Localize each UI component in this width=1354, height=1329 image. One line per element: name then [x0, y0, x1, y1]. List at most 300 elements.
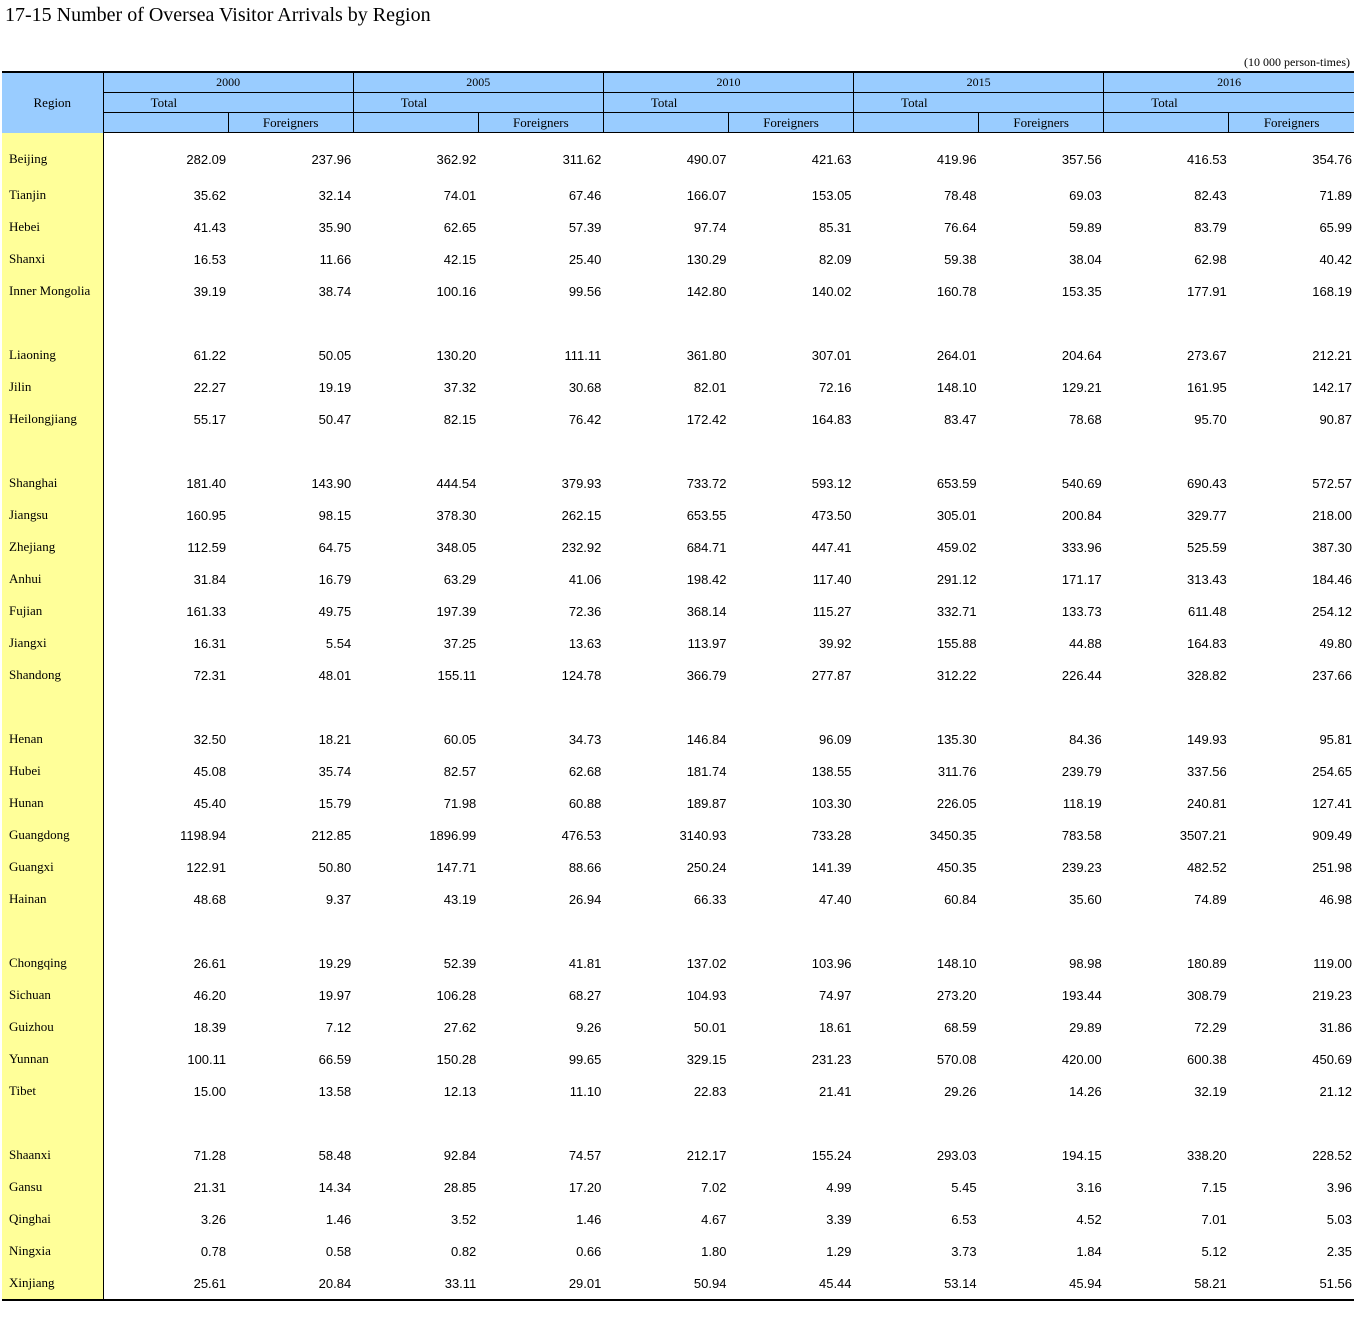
total-value-cell: 45.08 — [193, 763, 227, 779]
total-value-cell: 28.85 — [443, 1179, 477, 1195]
total-header: Total — [854, 93, 1104, 113]
total-value-cell: 37.32 — [443, 379, 477, 395]
foreigners-value-cell: 3.39 — [826, 1211, 852, 1227]
foreigners-value-cell: 18.21 — [318, 731, 352, 747]
total-value-cell: 53.14 — [854, 1267, 979, 1300]
foreigners-value-cell: 1.29 — [826, 1243, 852, 1259]
foreigners-value-cell: 11.10 — [569, 1083, 602, 1099]
foreigners-value-cell: 219.23 — [1312, 987, 1352, 1003]
total-header: Total — [603, 93, 853, 113]
table-row — [2, 659, 1354, 691]
region-table-container — [2, 71, 1354, 1301]
foreigners-value-cell: 733.28 — [811, 827, 852, 843]
foreigners-value-cell: 34.73 — [568, 731, 602, 747]
table-row — [2, 563, 1354, 595]
total-value-cell: 58.21 — [1104, 1267, 1229, 1300]
foreigners-value-cell: 7.12 — [325, 1019, 352, 1035]
total-value-cell: 338.20 — [1187, 1147, 1227, 1163]
foreigners-value-cell: 153.05 — [811, 187, 852, 203]
table-row — [2, 1075, 1354, 1107]
total-value-cell: 7.15 — [1201, 1179, 1227, 1195]
spacer-cell — [103, 1107, 1354, 1139]
foreigners-value-cell: 40.42 — [1319, 251, 1352, 267]
foreigners-value-cell: 118.19 — [1062, 795, 1102, 811]
foreigners-value-cell: 57.39 — [568, 219, 602, 235]
total-value-cell: 3140.93 — [679, 827, 727, 843]
total-value-cell: 150.28 — [436, 1051, 477, 1067]
total-value-cell: 419.96 — [936, 151, 977, 167]
foreigners-value-cell: 262.15 — [561, 507, 602, 523]
total-value-cell: 46.20 — [193, 987, 227, 1003]
foreigners-value-cell: 26.94 — [568, 891, 602, 907]
group-spacer-row — [2, 435, 1354, 467]
foreigners-value-cell: 41.81 — [568, 955, 602, 971]
total-value-cell: 160.95 — [186, 507, 227, 523]
total-value-cell: 5.12 — [1201, 1243, 1227, 1259]
total-value-cell: 3507.21 — [1179, 827, 1227, 843]
total-value-cell: 312.22 — [936, 667, 977, 683]
total-value-cell: 83.47 — [944, 411, 977, 427]
region-cell: Sichuan — [2, 979, 103, 1011]
foreigners-value-cell: 14.26 — [1069, 1083, 1102, 1099]
foreigners-value-cell: 783.58 — [1061, 827, 1102, 843]
table-row — [2, 883, 1354, 915]
table-row — [2, 211, 1354, 243]
group-spacer-row — [2, 1107, 1354, 1139]
foreigners-value-cell: 39.92 — [818, 635, 852, 651]
foreigners-value-cell: 909.49 — [1312, 827, 1352, 843]
foreigners-value-cell: 59.89 — [1069, 219, 1102, 235]
total-value-cell: 1.80 — [701, 1243, 727, 1259]
region-cell-empty — [2, 691, 103, 723]
foreigners-value-cell: 38.74 — [318, 283, 352, 299]
foreigners-value-cell: 1.84 — [1076, 1243, 1102, 1259]
total-value-cell: 146.84 — [686, 731, 727, 747]
table-row — [2, 723, 1354, 755]
region-cell: Shandong — [2, 659, 103, 691]
group-spacer-row — [2, 691, 1354, 723]
foreigners-value-cell: 540.69 — [1061, 475, 1102, 491]
total-value-cell: 181.74 — [686, 763, 727, 779]
region-cell: Tianjin — [2, 179, 103, 211]
total-value-cell: 0.78 — [200, 1243, 227, 1259]
total-value-cell: 177.91 — [1187, 283, 1227, 299]
foreigners-value-cell: 51.56 — [1229, 1267, 1354, 1300]
foreigners-value-cell: 65.99 — [1319, 219, 1352, 235]
table-header — [2, 72, 1354, 133]
total-value-cell: 12.13 — [443, 1083, 477, 1099]
foreigners-value-cell: 49.80 — [1319, 635, 1352, 651]
foreigners-value-cell: 96.09 — [818, 731, 852, 747]
total-value-cell: 250.24 — [686, 859, 727, 875]
total-value-cell: 61.22 — [193, 347, 227, 363]
total-value-cell: 684.71 — [686, 539, 727, 555]
foreigners-value-cell: 4.99 — [826, 1179, 852, 1195]
region-cell: Yunnan — [2, 1043, 103, 1075]
total-value-cell: 135.30 — [936, 731, 977, 747]
region-cell-empty — [2, 307, 103, 339]
year-header: 2000 — [103, 72, 353, 93]
foreigners-value-cell: 64.75 — [318, 539, 352, 555]
foreigners-value-cell: 48.01 — [318, 667, 352, 683]
region-cell: Guangxi — [2, 851, 103, 883]
total-value-cell: 27.62 — [443, 1019, 477, 1035]
total-value-cell: 653.59 — [936, 475, 977, 491]
total-value-cell: 366.79 — [686, 667, 727, 683]
table-row — [2, 1043, 1354, 1075]
total-value-cell: 240.81 — [1187, 795, 1227, 811]
total-value-cell: 68.59 — [944, 1019, 977, 1035]
foreigners-value-cell: 155.24 — [811, 1147, 852, 1163]
foreigners-value-cell: 88.66 — [568, 859, 602, 875]
total-value-cell: 1198.94 — [180, 827, 227, 843]
total-value-cell: 100.11 — [187, 1051, 227, 1067]
total-value-cell: 42.15 — [443, 251, 477, 267]
total-value-cell: 161.95 — [1187, 379, 1227, 395]
foreigners-value-cell: 143.90 — [311, 475, 352, 491]
total-value-cell: 59.38 — [944, 251, 977, 267]
group-spacer-row — [2, 307, 1354, 339]
total-value-cell: 78.48 — [944, 187, 977, 203]
region-cell: Hebei — [2, 211, 103, 243]
total-value-cell: 113.97 — [687, 635, 727, 651]
table-row — [2, 467, 1354, 499]
foreigners-value-cell: 47.40 — [818, 891, 852, 907]
total-value-cell: 273.67 — [1187, 347, 1227, 363]
foreigners-value-cell: 5.54 — [325, 635, 352, 651]
table-body — [2, 133, 1354, 1301]
foreigners-value-cell: 35.90 — [318, 219, 352, 235]
total-value-cell: 130.20 — [436, 347, 477, 363]
region-cell: Hubei — [2, 755, 103, 787]
foreigners-header: Foreigners — [228, 113, 353, 133]
visitor-arrivals-table — [2, 71, 1354, 1301]
region-cell-empty — [2, 1107, 103, 1139]
total-value-cell: 45.40 — [193, 795, 227, 811]
foreigners-value-cell: 450.69 — [1312, 1051, 1352, 1067]
foreigners-value-cell: 5.03 — [1326, 1211, 1352, 1227]
total-value-cell: 611.48 — [1187, 603, 1227, 619]
total-value-cell: 82.57 — [443, 763, 477, 779]
table-row — [2, 499, 1354, 531]
foreigners-value-cell: 1.46 — [325, 1211, 352, 1227]
foreigners-value-cell: 171.17 — [1061, 571, 1102, 587]
total-value-cell: 50.94 — [603, 1267, 728, 1300]
foreigners-value-cell: 76.42 — [568, 411, 602, 427]
table-row — [2, 275, 1354, 307]
total-value-cell: 0.82 — [450, 1243, 477, 1259]
total-value-cell: 33.11 — [353, 1267, 478, 1300]
region-cell: Jiangxi — [2, 627, 103, 659]
table-row — [2, 1171, 1354, 1203]
foreigners-value-cell: 45.94 — [979, 1267, 1104, 1300]
foreigners-value-cell: 31.86 — [1319, 1019, 1352, 1035]
page-title: 17-15 Number of Oversea Visitor Arrivals by Region — [5, 4, 431, 26]
total-value-cell: 337.56 — [1187, 763, 1227, 779]
table-row — [2, 787, 1354, 819]
region-cell: Anhui — [2, 563, 103, 595]
foreigners-value-cell: 3.16 — [1076, 1179, 1102, 1195]
foreigners-value-cell: 58.48 — [318, 1147, 352, 1163]
total-value-cell: 690.43 — [1187, 475, 1227, 491]
table-row — [2, 403, 1354, 435]
total-value-cell: 329.15 — [686, 1051, 727, 1067]
region-cell: Zhejiang — [2, 531, 103, 563]
foreigners-value-cell: 95.81 — [1319, 731, 1352, 747]
foreigners-value-cell: 421.63 — [811, 151, 852, 167]
total-value-cell: 100.16 — [436, 283, 477, 299]
total-value-cell: 82.43 — [1194, 187, 1227, 203]
foreigners-value-cell: 140.02 — [811, 283, 852, 299]
total-value-cell: 450.35 — [936, 859, 977, 875]
total-value-cell: 444.54 — [436, 475, 477, 491]
total-value-cell: 4.67 — [701, 1211, 727, 1227]
total-value-cell: 60.84 — [944, 891, 977, 907]
total-value-cell: 112.59 — [187, 539, 227, 555]
total-value-cell: 273.20 — [936, 987, 977, 1003]
foreigners-value-cell: 133.73 — [1061, 603, 1102, 619]
foreigners-value-cell: 194.15 — [1061, 1147, 1102, 1163]
table-row — [2, 979, 1354, 1011]
foreigners-value-cell: 239.79 — [1061, 763, 1102, 779]
total-value-cell: 212.17 — [686, 1147, 727, 1163]
header-foreigners-row — [2, 113, 1354, 133]
foreigners-value-cell: 226.44 — [1061, 667, 1102, 683]
foreigners-value-cell: 82.09 — [818, 251, 852, 267]
table-row — [2, 819, 1354, 851]
total-value-cell: 35.62 — [193, 187, 227, 203]
foreigners-value-cell: 19.97 — [318, 987, 352, 1003]
foreigners-value-cell: 237.66 — [1312, 667, 1352, 683]
foreigners-value-cell: 117.40 — [812, 571, 852, 587]
region-cell: Xinjiang — [2, 1267, 103, 1300]
total-value-cell: 82.15 — [443, 411, 477, 427]
foreigners-value-cell: 142.17 — [1312, 379, 1352, 395]
total-value-cell: 76.64 — [944, 219, 977, 235]
total-value-cell: 130.29 — [686, 251, 727, 267]
foreigners-value-cell: 38.04 — [1069, 251, 1102, 267]
total-value-cell: 29.26 — [944, 1083, 977, 1099]
foreigners-value-cell: 9.26 — [576, 1019, 602, 1035]
total-value-cell: 311.76 — [937, 763, 977, 779]
region-cell: Tibet — [2, 1075, 103, 1107]
foreigners-value-cell: 168.19 — [1312, 283, 1352, 299]
foreigners-value-cell: 85.31 — [818, 219, 852, 235]
total-value-cell: 490.07 — [686, 151, 727, 167]
year-header: 2016 — [1104, 72, 1354, 93]
foreigners-value-cell: 25.40 — [568, 251, 602, 267]
foreigners-value-cell: 74.97 — [818, 987, 852, 1003]
total-value-cell: 22.83 — [693, 1083, 727, 1099]
total-value-cell: 31.84 — [193, 571, 227, 587]
foreigners-value-cell: 16.79 — [318, 571, 352, 587]
total-value-cell: 180.89 — [1187, 955, 1227, 971]
total-value-cell: 95.70 — [1194, 411, 1227, 427]
total-value-cell: 63.29 — [443, 571, 477, 587]
total-value-cell: 7.01 — [1201, 1211, 1227, 1227]
total-value-cell: 198.42 — [686, 571, 727, 587]
table-row — [2, 627, 1354, 659]
region-cell: Fujian — [2, 595, 103, 627]
foreigners-value-cell: 21.41 — [818, 1083, 852, 1099]
region-cell: Shanghai — [2, 467, 103, 499]
foreigners-value-cell: 21.12 — [1319, 1083, 1352, 1099]
region-cell: Jilin — [2, 371, 103, 403]
group-spacer-row — [2, 915, 1354, 947]
total-value-cell: 62.98 — [1194, 251, 1227, 267]
total-value-cell: 92.84 — [443, 1147, 477, 1163]
total-value-cell: 148.10 — [936, 379, 977, 395]
foreigners-value-cell: 593.12 — [811, 475, 852, 491]
total-value-cell: 39.19 — [193, 283, 227, 299]
total-value-cell: 52.39 — [443, 955, 477, 971]
total-value-cell: 378.30 — [436, 507, 477, 523]
foreigners-value-cell: 9.37 — [325, 891, 352, 907]
table-row — [2, 1139, 1354, 1171]
header-year-row — [2, 72, 1354, 93]
total-value-cell: 653.55 — [686, 507, 727, 523]
total-value-cell: 226.05 — [936, 795, 977, 811]
total-value-cell: 83.79 — [1194, 219, 1227, 235]
total-value-cell: 328.82 — [1187, 667, 1227, 683]
foreigners-value-cell: 66.59 — [318, 1051, 352, 1067]
total-value-cell: 308.79 — [1187, 987, 1227, 1003]
foreigners-value-cell: 164.83 — [811, 411, 852, 427]
total-value-cell: 16.53 — [193, 251, 227, 267]
region-cell: Shanxi — [2, 243, 103, 275]
foreigners-value-cell: 4.52 — [1076, 1211, 1102, 1227]
table-row — [2, 1235, 1354, 1267]
foreigners-value-cell: 35.74 — [318, 763, 352, 779]
total-value-cell: 147.71 — [436, 859, 477, 875]
total-value-cell: 264.01 — [936, 347, 977, 363]
total-value-cell: 25.61 — [103, 1267, 228, 1300]
foreigners-value-cell: 447.41 — [811, 539, 852, 555]
foreigners-value-cell: 29.01 — [478, 1267, 603, 1300]
foreigners-value-cell: 99.56 — [568, 283, 602, 299]
foreigners-value-cell: 311.62 — [562, 151, 602, 167]
table-row — [2, 243, 1354, 275]
total-subheader-blank — [103, 113, 228, 133]
total-header: Total — [353, 93, 603, 113]
table-row — [2, 371, 1354, 403]
total-subheader-blank — [603, 113, 728, 133]
total-value-cell: 3.26 — [200, 1211, 227, 1227]
year-header: 2005 — [353, 72, 603, 93]
foreigners-value-cell: 20.84 — [228, 1267, 353, 1300]
total-value-cell: 43.19 — [443, 891, 477, 907]
total-value-cell: 155.11 — [437, 667, 477, 683]
region-cell: Inner Mongolia — [2, 275, 103, 307]
foreigners-header: Foreigners — [979, 113, 1104, 133]
foreigners-value-cell: 1.46 — [576, 1211, 602, 1227]
foreigners-value-cell: 99.65 — [568, 1051, 602, 1067]
foreigners-value-cell: 184.46 — [1312, 571, 1352, 587]
total-value-cell: 3.52 — [450, 1211, 477, 1227]
foreigners-value-cell: 13.58 — [318, 1083, 352, 1099]
foreigners-value-cell: 78.68 — [1069, 411, 1102, 427]
foreigners-value-cell: 333.96 — [1061, 539, 1102, 555]
total-value-cell: 142.80 — [686, 283, 727, 299]
foreigners-value-cell: 19.29 — [318, 955, 352, 971]
total-value-cell: 41.43 — [193, 219, 227, 235]
region-cell: Guangdong — [2, 819, 103, 851]
foreigners-value-cell: 15.79 — [318, 795, 352, 811]
total-value-cell: 329.77 — [1187, 507, 1227, 523]
total-value-cell: 66.33 — [693, 891, 727, 907]
foreigners-value-cell: 32.14 — [318, 187, 352, 203]
table-row — [2, 1267, 1354, 1300]
total-value-cell: 74.89 — [1194, 891, 1227, 907]
region-cell: Guizhou — [2, 1011, 103, 1043]
foreigners-value-cell: 141.39 — [811, 859, 852, 875]
unit-label: (10 000 person-times) — [1244, 55, 1350, 69]
total-value-cell: 16.31 — [193, 635, 227, 651]
foreigners-value-cell: 98.15 — [318, 507, 352, 523]
region-cell: Shaanxi — [2, 1139, 103, 1171]
foreigners-value-cell: 30.68 — [568, 379, 602, 395]
total-value-cell: 106.28 — [436, 987, 477, 1003]
year-header: 2010 — [603, 72, 853, 93]
total-value-cell: 22.27 — [193, 379, 227, 395]
table-row — [2, 595, 1354, 627]
foreigners-value-cell: 127.41 — [1312, 795, 1352, 811]
foreigners-value-cell: 72.16 — [818, 379, 852, 395]
foreigners-value-cell: 50.05 — [318, 347, 352, 363]
foreigners-value-cell: 41.06 — [568, 571, 602, 587]
foreigners-value-cell: 13.63 — [568, 635, 602, 651]
foreigners-value-cell: 476.53 — [561, 827, 602, 843]
foreigners-value-cell: 46.98 — [1319, 891, 1352, 907]
foreigners-value-cell: 71.89 — [1319, 187, 1352, 203]
spacer-cell — [103, 915, 1354, 947]
table-row — [2, 339, 1354, 371]
foreigners-value-cell: 111.11 — [564, 347, 602, 363]
table-row — [2, 179, 1354, 211]
total-value-cell: 137.02 — [686, 955, 727, 971]
foreigners-value-cell: 129.21 — [1061, 379, 1102, 395]
region-cell: Gansu — [2, 1171, 103, 1203]
foreigners-value-cell: 90.87 — [1319, 411, 1352, 427]
foreigners-header: Foreigners — [728, 113, 853, 133]
foreigners-value-cell: 35.60 — [1069, 891, 1102, 907]
spacer-cell — [103, 435, 1354, 467]
total-value-cell: 149.93 — [1187, 731, 1227, 747]
total-value-cell: 416.53 — [1187, 151, 1227, 167]
foreigners-value-cell: 212.85 — [311, 827, 352, 843]
total-value-cell: 482.52 — [1187, 859, 1227, 875]
total-value-cell: 362.92 — [436, 151, 477, 167]
foreigners-value-cell: 84.36 — [1069, 731, 1102, 747]
total-value-cell: 197.39 — [436, 603, 477, 619]
spacer-cell — [103, 307, 1354, 339]
foreigners-value-cell: 3.96 — [1326, 1179, 1352, 1195]
total-value-cell: 293.03 — [936, 1147, 977, 1163]
total-value-cell: 48.68 — [193, 891, 227, 907]
total-subheader-blank — [353, 113, 478, 133]
total-value-cell: 21.31 — [193, 1179, 227, 1195]
foreigners-value-cell: 0.58 — [325, 1243, 352, 1259]
foreigners-value-cell: 72.36 — [568, 603, 602, 619]
total-value-cell: 525.59 — [1187, 539, 1227, 555]
foreigners-value-cell: 18.61 — [818, 1019, 852, 1035]
foreigners-value-cell: 239.23 — [1061, 859, 1102, 875]
total-value-cell: 361.80 — [686, 347, 727, 363]
total-value-cell: 15.00 — [193, 1083, 227, 1099]
foreigners-value-cell: 251.98 — [1312, 859, 1352, 875]
total-value-cell: 72.29 — [1194, 1019, 1227, 1035]
total-value-cell: 291.12 — [936, 571, 977, 587]
